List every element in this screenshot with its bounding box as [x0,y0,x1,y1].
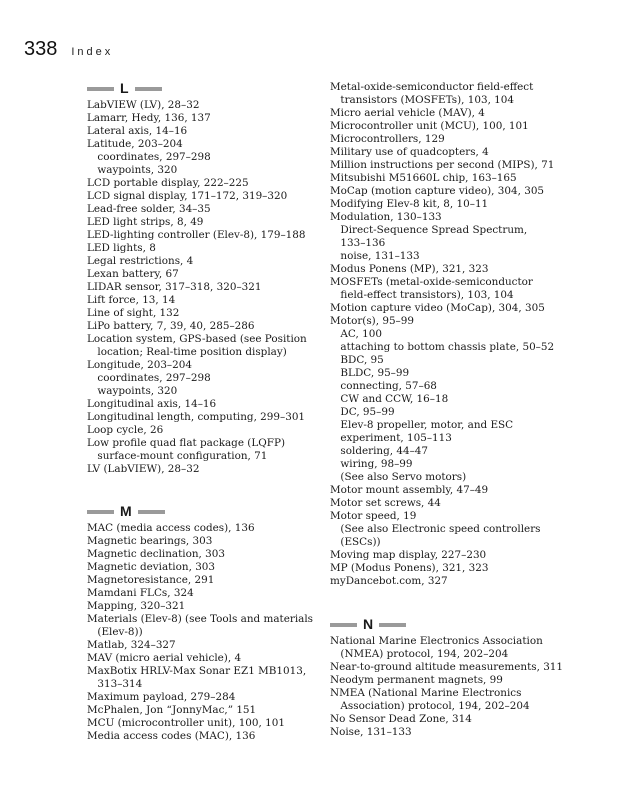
index-entry: waypoints, 320 [97,164,178,176]
index-entry: No Sensor Dead Zone, 314 [330,713,472,725]
index-list-n [330,635,586,739]
left-column [87,81,343,743]
index-entry: NMEA (National Marine Electronics [330,687,522,699]
index-entry: Mitsubishi M51660L chip, 163–165 [330,172,517,184]
index-entry: BLDC, 95–99 [340,367,410,379]
index-entry: coordinates, 297–298 [97,372,211,384]
index-entry: MCU (microcontroller unit), 100, 101 [87,717,285,729]
index-entry: Motor mount assembly, 47–49 [330,484,489,496]
index-entry: (ESCs)) [340,536,381,548]
index-entry: Modifying Elev-8 kit, 8, 10–11 [330,198,489,210]
page-number: 338 [24,38,58,60]
index-entry: field-effect transistors), 103, 104 [340,289,514,301]
index-entry: Noise, 131–133 [330,726,412,738]
index-entry: MOSFETs (metal-oxide-semiconductor [330,276,533,288]
index-entry: AC, 100 [340,328,382,340]
right-column [330,81,586,739]
section-header-n [330,617,586,632]
index-entry: Neodym permanent magnets, 99 [330,674,503,686]
index-entry: Location system, GPS-based (see Position [87,333,307,345]
section-rule [87,510,114,514]
index-list-m-left [87,522,343,743]
index-entry: Magnetic declination, 303 [87,548,225,560]
index-entry: LED light strips, 8, 49 [87,216,204,228]
index-entry: Mamdani FLCs, 324 [87,587,194,599]
index-entry: Million instructions per second (MIPS), 71 [330,159,555,171]
index-entry: (NMEA) protocol, 194, 202–204 [340,648,509,660]
index-entry: Military use of quadcopters, 4 [330,146,489,158]
index-entry: Modus Ponens (MP), 321, 323 [330,263,489,275]
index-entry: Materials (Elev-8) (see Tools and materials [87,613,313,625]
index-entry: myDancebot.com, 327 [330,575,448,587]
index-entry: attaching to bottom chassis plate, 50–52 [340,341,555,353]
index-entry: surface-mount configuration, 71 [97,450,268,462]
index-entry: MoCap (motion capture video), 304, 305 [330,185,545,197]
index-entry: Mapping, 320–321 [87,600,186,612]
index-entry: Elev-8 propeller, motor, and ESC [340,419,514,431]
index-entry: experiment, 105–113 [340,432,452,444]
index-entry: Magnetoresistance, 291 [87,574,215,586]
index-list-l [87,99,343,476]
index-entry: 313–314 [97,678,143,690]
index-entry: Legal restrictions, 4 [87,255,194,267]
index-entry: CW and CCW, 16–18 [340,393,449,405]
section-rule [138,510,165,514]
index-entry: Magnetic bearings, 303 [87,535,213,547]
page-header [24,38,113,61]
index-entry: LV (LabVIEW), 28–32 [87,463,200,475]
section-letter: M [120,503,132,519]
index-entry: (Elev-8)) [97,626,143,638]
index-entry: MP (Modus Ponens), 321, 323 [330,562,489,574]
index-entry: LiPo battery, 7, 39, 40, 285–286 [87,320,255,332]
index-entry: Motion capture video (MoCap), 304, 305 [330,302,545,314]
index-entry: wiring, 98–99 [340,458,413,470]
index-entry: LED-lighting controller (Elev-8), 179–188 [87,229,306,241]
index-entry: Micro aerial vehicle (MAV), 4 [330,107,485,119]
index-entry: Moving map display, 227–230 [330,549,487,561]
index-entry: LabVIEW (LV), 28–32 [87,99,200,111]
index-entry: LCD signal display, 171–172, 319–320 [87,190,288,202]
index-entry: Lexan battery, 67 [87,268,179,280]
index-entry: Lead-free solder, 34–35 [87,203,211,215]
index-entry: Modulation, 130–133 [330,211,442,223]
index-entry: Association) protocol, 194, 202–204 [340,700,530,712]
index-entry: Longitudinal axis, 14–16 [87,398,217,410]
index-entry: Media access codes (MAC), 136 [87,730,256,742]
index-entry: 133–136 [340,237,386,249]
index-entry: Longitudinal length, computing, 299–301 [87,411,306,423]
index-entry: Lateral axis, 14–16 [87,125,188,137]
index-entry: Lamarr, Hedy, 136, 137 [87,112,211,124]
index-entry: noise, 131–133 [340,250,420,262]
section-header-m [87,504,343,519]
index-entry: Loop cycle, 26 [87,424,164,436]
section-rule [379,623,406,627]
running-head: Index [71,46,114,58]
index-entry: location; Real-time position display) [97,346,287,358]
index-entry: Motor speed, 19 [330,510,417,522]
index-entry: Direct-Sequence Spread Spectrum, [340,224,528,236]
index-entry: McPhalen, Jon “JonnyMac,” 151 [87,704,257,716]
index-entry: Near-to-ground altitude measurements, 311 [330,661,564,673]
section-header-l [87,81,343,96]
index-entry: waypoints, 320 [97,385,178,397]
index-entry: connecting, 57–68 [340,380,437,392]
index-entry: coordinates, 297–298 [97,151,211,163]
index-entry: Motor set screws, 44 [330,497,441,509]
index-entry: Matlab, 324–327 [87,639,176,651]
index-entry: transistors (MOSFETs), 103, 104 [340,94,515,106]
index-entry: Microcontrollers, 129 [330,133,445,145]
index-entry: Maximum payload, 279–284 [87,691,236,703]
index-entry: MaxBotix HRLV-Max Sonar EZ1 MB1013, [87,665,307,677]
index-entry: DC, 95–99 [340,406,395,418]
index-entry: LCD portable display, 222–225 [87,177,249,189]
section-letter: L [120,80,129,96]
index-entry: (See also Servo motors) [340,471,467,483]
index-entry: Metal-oxide-semiconductor field-effect [330,81,534,93]
section-rule [135,87,162,91]
index-entry: BDC, 95 [340,354,384,366]
index-entry: Latitude, 203–204 [87,138,183,150]
index-entry: Motor(s), 95–99 [330,315,414,327]
index-entry: MAC (media access codes), 136 [87,522,255,534]
index-entry: soldering, 44–47 [340,445,428,457]
section-rule [330,623,357,627]
index-entry: LED lights, 8 [87,242,156,254]
index-entry: MAV (micro aerial vehicle), 4 [87,652,242,664]
section-rule [87,87,114,91]
index-entry: Magnetic deviation, 303 [87,561,216,573]
section-letter: N [363,616,374,632]
index-entry: Microcontroller unit (MCU), 100, 101 [330,120,529,132]
index-list-m-right [330,81,586,588]
index-entry: National Marine Electronics Association [330,635,543,647]
index-entry: Longitude, 203–204 [87,359,192,371]
index-entry: LIDAR sensor, 317–318, 320–321 [87,281,262,293]
index-entry: (See also Electronic speed controllers [340,523,541,535]
index-entry: Line of sight, 132 [87,307,180,319]
index-entry: Low profile quad flat package (LQFP) [87,437,286,449]
index-entry: Lift force, 13, 14 [87,294,176,306]
